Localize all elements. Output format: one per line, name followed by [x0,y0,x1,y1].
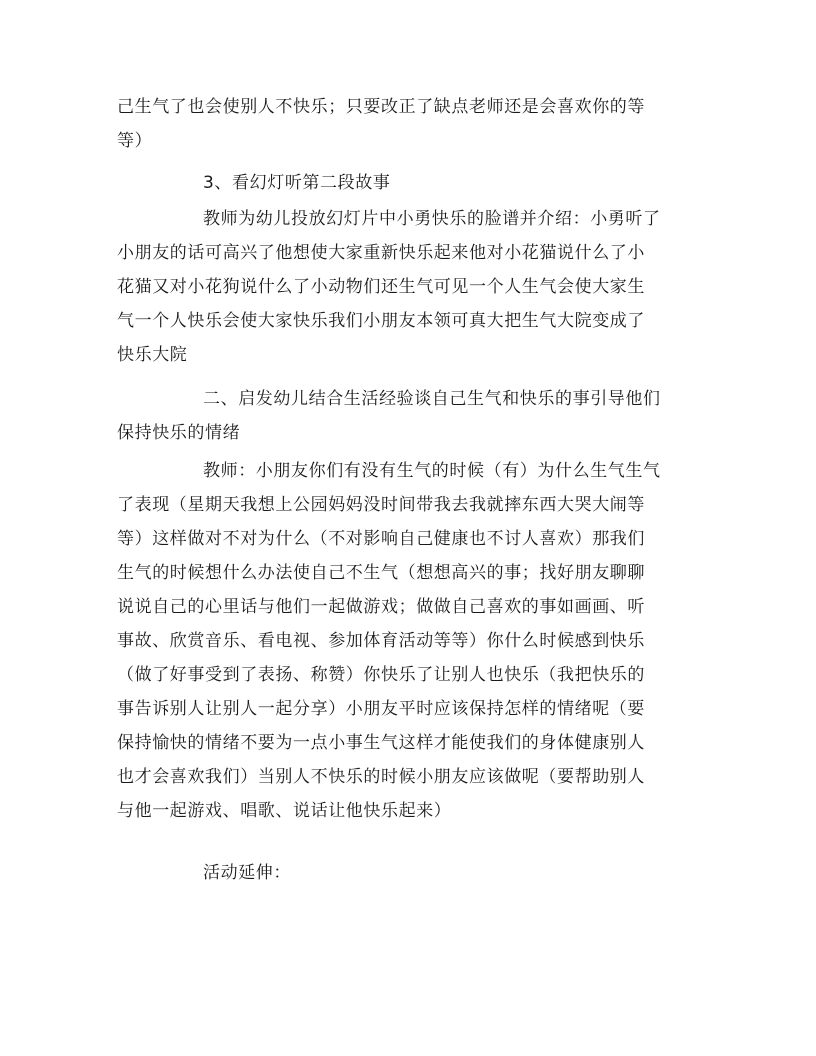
text-line: 气一个人快乐会使大家快乐我们小朋友本领可真大把生气大院变成了 [117,311,645,331]
heading-text: 3、看幻灯听第二段故事 [203,173,391,193]
text-line: 教师：小朋友你们有没有生气的时候（有）为什么生气生气 [203,461,661,481]
text-line: 己生气了也会使别人不快乐；只要改正了缺点老师还是会喜欢你的等 [117,97,645,117]
text-line: 保持愉快的情绪不要为一点小事生气这样才能使我们的身体健康别人 [117,733,645,753]
text-line: 事告诉别人让别人一起分享）小朋友平时应该保持怎样的情绪呢（要 [117,699,645,719]
text-line: 与他一起游戏、唱歌、说话让他快乐起来） [117,801,452,821]
story-paragraph [117,202,697,372]
text-line: 等） [117,131,153,151]
text-line: （做了好事受到了表扬、称赞）你快乐了让别人也快乐（我把快乐的 [117,665,645,685]
text-line: 教师为幼儿投放幻灯片中小勇快乐的脸谱并介绍：小勇听了 [203,209,661,229]
paragraph-continuation [117,90,697,158]
text-line: 也才会喜欢我们）当别人不快乐的时候小朋友应该做呢（要帮助别人 [117,767,645,787]
text-line: 说说自己的心里话与他们一起做游戏；做做自己喜欢的事如画画、听 [117,597,645,617]
text-line: 生气的时候想什么办法使自己不生气（想想高兴的事；找好朋友聊聊 [117,563,645,583]
text-line: 二、启发幼儿结合生活经验谈自己生气和快乐的事引导他们 [203,389,661,409]
section-heading [117,382,697,450]
extension-heading: 活动延伸： [203,863,291,883]
text-line: 小朋友的话可高兴了他想使大家重新快乐起来他对小花猫说什么了小 [117,243,645,263]
discussion-paragraph [117,454,697,828]
text-line: 等）这样做对不对为什么（不对影响自己健康也不讨人喜欢）那我们 [117,529,645,549]
text-line: 快乐大院 [117,345,188,365]
story-heading [117,166,697,200]
text-line: 事故、欣赏音乐、看电视、参加体育活动等等）你什么时候感到快乐 [117,631,645,651]
text-line: 保持快乐的情绪 [117,423,241,443]
text-line: 花猫又对小花狗说什么了小动物们还生气可见一个人生气会使大家生 [117,277,645,297]
text-line: 了表现（星期天我想上公园妈妈没时间带我去我就摔东西大哭大闹等 [117,495,645,515]
activity-extension [117,856,697,890]
